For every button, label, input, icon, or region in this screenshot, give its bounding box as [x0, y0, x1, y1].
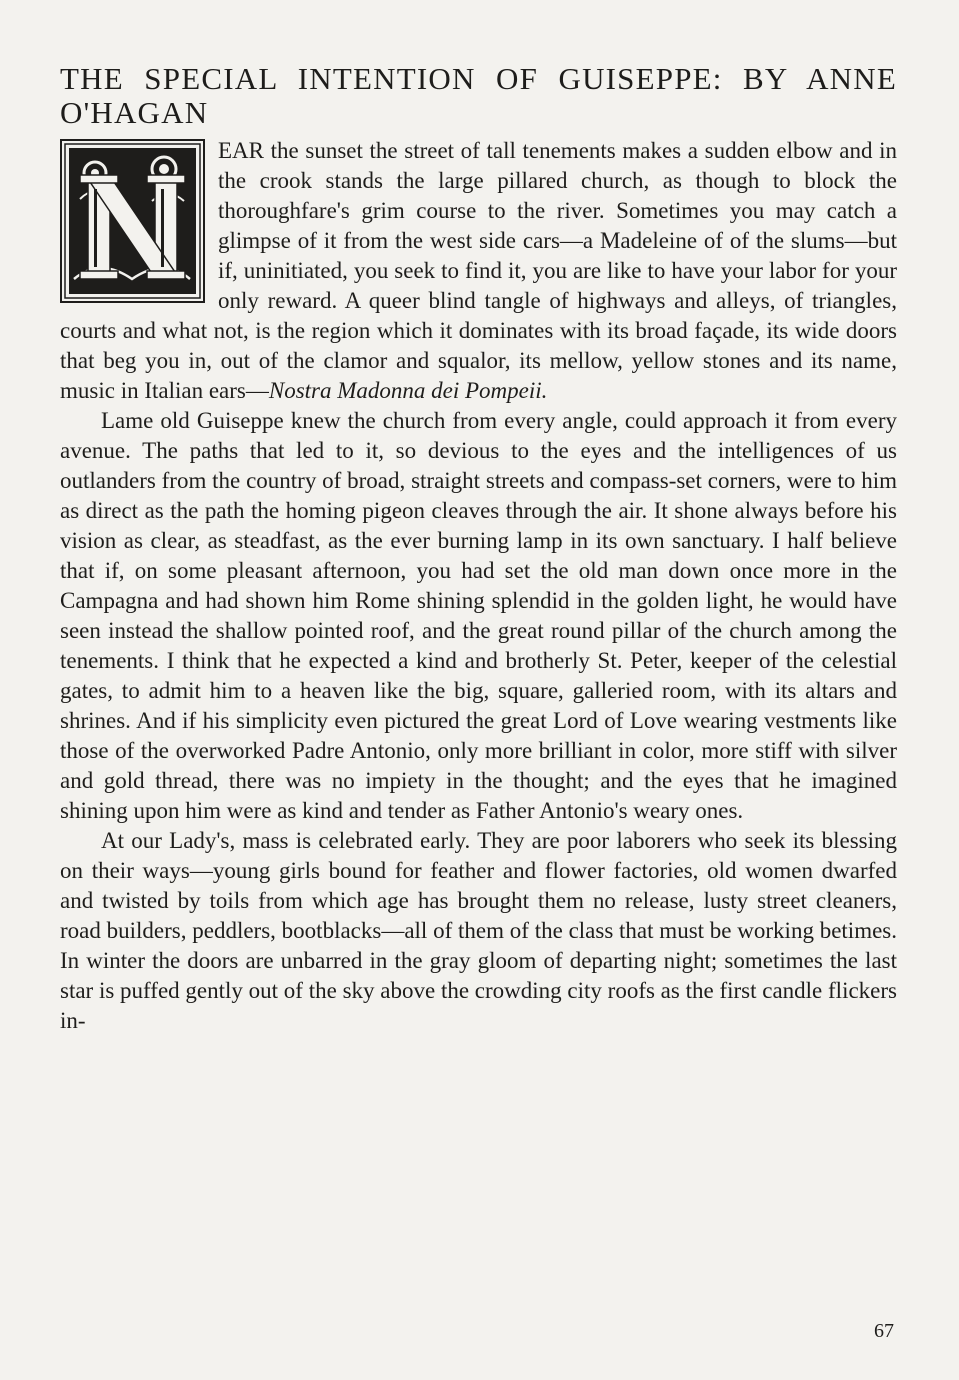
article-title: THE SPECIAL INTENTION OF GUISEPPE: BY ANNE O'HAGAN — [60, 61, 897, 130]
page-number: 67 — [874, 1320, 894, 1342]
paragraph-1-text: EAR the sunset the street of tall tenements makes a sudden elbow and in the crook stands the large pillared church, as though to block the thoroughfare's grim course to the river. Sometimes you may catch a glimpse of it from the west side cars—a Madeleine of of the slums—but if, uninitiated, you seek to find it, you are like to have your labor for your only reward. A queer blind tangle of highways and alleys, of triangles, courts and what not, is the region which it dominates with its broad façade, its wide doors that beg you in, out of the clamor and squalor, its mellow, yellow stones and its name, music in Italian ears— — [60, 138, 897, 403]
paragraph-1-italic-text: Nostra Madonna dei Pompeii. — [268, 378, 548, 403]
article-body — [60, 136, 897, 1036]
ornamental-initial-n-icon — [60, 139, 205, 303]
paragraph-2: Lame old Guiseppe knew the church from every angle, could approach it from every avenue. The paths that led to it, so devious to the eyes and the intelligences of us outlanders from the country of broad, straight streets and compass-set corners, were to him as direct as the path the homing pigeon cleaves through the air. It shone always before his vision as clear, as steadfast, as the ever burning lamp in its own sanctuary. I half believe that if, on some pleasant afternoon, you had set the old man down once more in the Campagna and had shown him Rome shining splendid in the golden light, he would have seen instead the shallow pointed roof, and the great round pillar of the church among the tenements. I think that he expected a kind and brotherly St. Peter, keeper of the celestial gates, to admit him to a heaven like the big, square, galleried room, with its altars and shrines. And if his simplicity even pictured the great Lord of Love wearing vestments like those of the overworked Padre Antonio, only more brilliant in color, more stiff with silver and gold thread, there was no impiety in the thought; and the eyes that he imagined shining upon him were as kind and tender as Father Antonio's weary ones. — [60, 408, 897, 823]
page — [60, 62, 897, 1036]
paragraph-1 — [60, 136, 897, 406]
paragraph-3: At our Lady's, mass is celebrated early. They are poor laborers who seek its blessing on their ways—young girls bound for feather and flower factories, old women dwarfed and twisted by toils from which age has brought them no release, lusty street cleaners, road builders, peddlers, bootblacks—all of them of the class that must be working betimes. In winter the doors are unbarred in the gray gloom of departing night; sometimes the last star is puffed gently out of the sky above the crowding city roofs as the first candle flickers in- — [60, 828, 897, 1033]
